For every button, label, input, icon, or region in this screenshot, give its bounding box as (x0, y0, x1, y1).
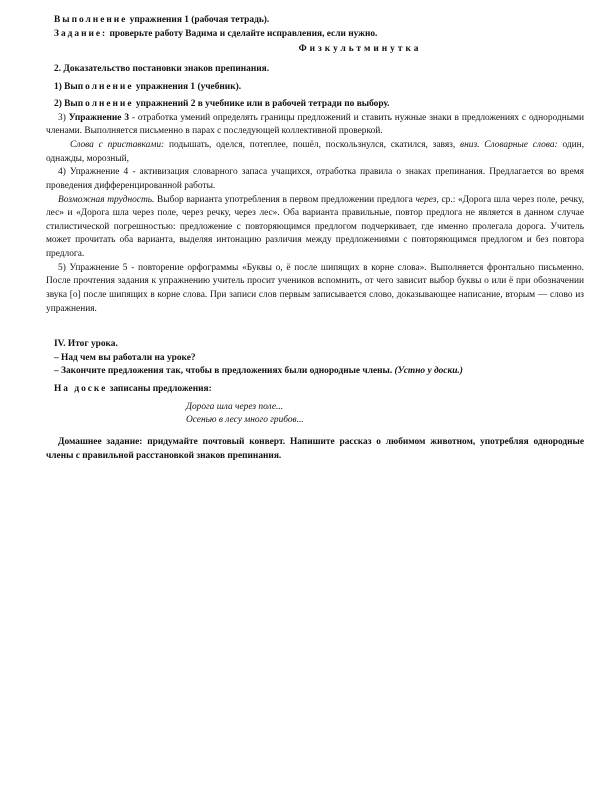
line-text: упражнения 1 (рабочая тетрадь). (129, 15, 270, 25)
spaced-word: Выполнение (54, 15, 128, 25)
paragraph-exercise-5: 5) Упражнение 5 - повторение орфограммы «Буквы о, ё после шипящих в корне слова». Выполняется фронтально письменно. После прочтения задания к упражнению учитель просит учеников вспомнить, от чего зависит выбор буквы о или ё при обозначении звука [о] после шипящих в корне слова. При записи слов первым записывается слово, доказывающее написание, вторым — слово из упражнения. (46, 262, 584, 314)
paragraph-homework (46, 436, 584, 463)
paragraph-text: - отработка умений определять границы предложений и ставить нужные знаки в предложениях с однородными членами. Выполняется письменно в парах с последующей коллективной проверкой. (46, 112, 584, 137)
homework-text: придумайте почтовый конверт. Напишите рассказ о любимом животном, употребляя однородные члены с правильной расстановкой знаков препинания. (46, 436, 585, 461)
paragraph-text: Выбор варианта употребления в первом предложении предлога (157, 194, 413, 205)
line-prefix: 2) Вы (54, 99, 78, 110)
words-list: подышать, оделся, потеплее, пошёл, поскользнулся, скатился, завяз, (168, 140, 456, 150)
words-list-2: один, однажды, морозный, (46, 140, 585, 164)
board-sentence-2: Осенью в лесу много грибов... (186, 415, 304, 426)
paragraph-exercise-4: 4) Упражнение 4 - активизация словарного запаса учащихся, отработка правила о знаках препинания. Предлагается во время проведения дифференцированной работы. (46, 167, 584, 191)
item-number: 3) (58, 112, 66, 123)
italic-word: через, (415, 194, 439, 205)
spaced-word: полнение (77, 99, 134, 110)
line-text: упражнений 2 в учебнике или в рабочей тетради по выбору. (135, 99, 390, 110)
line-exercise-1-textbook (54, 81, 584, 95)
summary-title: IV. Итог урока. (54, 339, 118, 350)
line-task (54, 28, 584, 42)
summary-question-2 (54, 365, 584, 379)
board-sentence-1: Дорога шла через поле... (186, 401, 284, 412)
paragraph-text: ср.: «Дорога шла через поле, речку, лес» и «Дорога шла через поле, через речку, через лес». Оба варианта правильные, повтор предлога не является в данном случае стилистической погрешностью: предложение с повторяющимся предлогом подчеркивает, где именно пролегала дорога. Учитель может прочитать оба варианта, выделяя интонацию различия между предложениями с повторяющимся предлогом и без повтора предлога. (46, 194, 585, 259)
line-exercise-2 (54, 98, 584, 112)
section-heading-2: 2. Доказательство постановки знаков препинания. (54, 63, 270, 74)
line-text: проверьте работу Вадима и сделайте исправления, если нужно. (109, 28, 378, 39)
exercise-title: Упражнение 3 (68, 112, 130, 123)
fizminutka-heading: Физкультминутка (298, 44, 422, 55)
paragraph-difficulty (46, 194, 584, 262)
board-line (54, 383, 584, 397)
words-label: Слова с приставками: (70, 140, 165, 150)
spaced-word: Задание: (54, 28, 108, 39)
spaced-word: полнение (77, 81, 134, 92)
question-note: (Устно у доски.) (394, 366, 463, 377)
document-page (46, 14, 584, 463)
difficulty-label: Возможная трудность. (58, 194, 155, 205)
line-text: записаны предложения: (109, 384, 212, 394)
summary-question-1: – Над чем вы работали на уроке? (54, 352, 196, 363)
words-label-2: вниз. Словарные слова: (460, 140, 558, 150)
line-exercise-1 (54, 14, 584, 28)
homework-label: Домашнее задание: (58, 436, 143, 447)
line-text: упражнения 1 (учебник). (135, 81, 242, 92)
question-text: – Закончите предложения так, чтобы в предложениях были однородные члены. (54, 366, 393, 377)
line-prefix: 1) Вы (54, 81, 78, 92)
spaced-word: На доске (54, 384, 108, 394)
paragraph-exercise-3 (46, 112, 584, 139)
paragraph-words (46, 139, 584, 166)
